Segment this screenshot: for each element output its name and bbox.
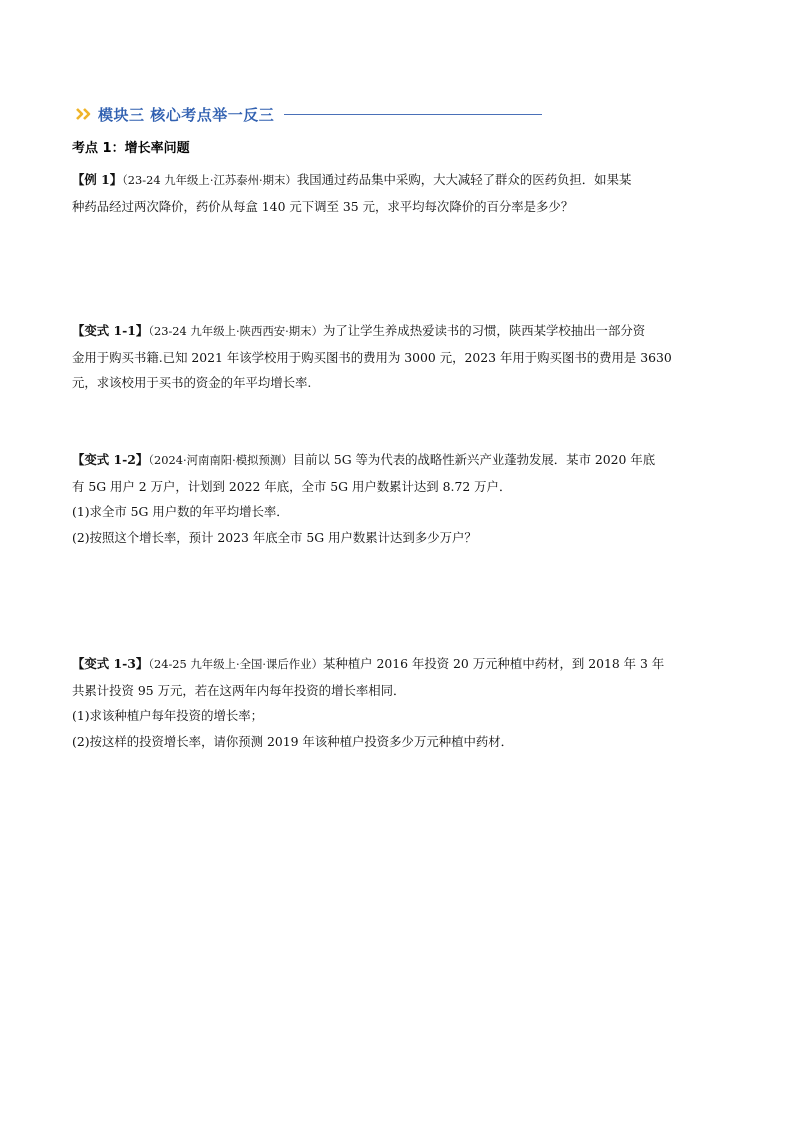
problem-tag: 【变式 1-3】	[72, 656, 149, 671]
problem-line: 有 5G 用户 2 万户，计划到 2022 年底，全市 5G 用户数累计达到 8.72 万户．	[72, 478, 512, 494]
problem-line: (1)求全市 5G 用户数的年平均增长率．	[72, 504, 289, 519]
problem-line: (2)按照这个增长率，预计 2023 年底全市 5G 用户数累计达到多少万户？	[72, 529, 477, 545]
kaodian-title: 考点 1：增长率问题	[72, 141, 190, 156]
problem-text: 我国通过药品集中采购，大大减轻了群众的医药负担．如果某	[296, 172, 632, 187]
problem-text: 目前以 5G 等为代表的战略性新兴产业蓬勃发展．某市 2020 年底	[292, 452, 656, 467]
problem-line: (2)按这样的投资增长率，请你预测 2019 年该种植户投资多少万元种植中药材．	[72, 733, 514, 749]
problem-line	[72, 318, 722, 345]
problem-source: （24-25 九年级上·全国·课后作业）	[148, 657, 323, 671]
problem-tag: 【例 1】	[72, 172, 123, 187]
module-title: 模块三 核心考点举一反三	[98, 105, 275, 124]
module-divider	[284, 114, 542, 115]
problem-example-1	[72, 167, 722, 219]
problem-line	[72, 651, 722, 678]
problem-line	[72, 167, 722, 194]
problem-text: 为了让学生养成热爱读书的习惯，陕西某学校抽出一部分资	[322, 323, 646, 338]
problem-text: 某种植户 2016 年投资 20 万元种植中药材，到 2018 年 3 年	[322, 656, 665, 671]
problem-source: （23-24 九年级上·陕西西安·期末）	[148, 324, 323, 338]
problem-line: 元，求该校用于买书的资金的年平均增长率.	[72, 375, 312, 390]
problem-source: （2024·河南南阳·模拟预测）	[148, 453, 293, 467]
problem-source: （23-24 九年级上·江苏泰州·期末）	[122, 173, 297, 187]
problem-tag: 【变式 1-2】	[72, 452, 149, 467]
problem-variant-1-2	[72, 447, 722, 550]
problem-tag: 【变式 1-1】	[72, 323, 149, 338]
problem-variant-1-3	[72, 651, 722, 754]
problem-line: 种药品经过两次降价，药价从每盒 140 元下调至 35 元，求平均每次降价的百分率是多少？	[72, 198, 574, 214]
module-header	[76, 104, 542, 124]
problem-line: 共累计投资 95 万元，若在这两年内每年投资的增长率相同．	[72, 682, 406, 698]
problem-line	[72, 447, 722, 474]
problem-variant-1-1	[72, 318, 722, 396]
problem-line: 金用于购买书籍.已知 2021 年该学校用于购买图书的费用为 3000 元，2023 年用于购买图书的费用是 3630	[72, 349, 672, 365]
problem-line: (1)求该种植户每年投资的增长率；	[72, 708, 264, 723]
double-chevron-icon	[76, 107, 94, 121]
